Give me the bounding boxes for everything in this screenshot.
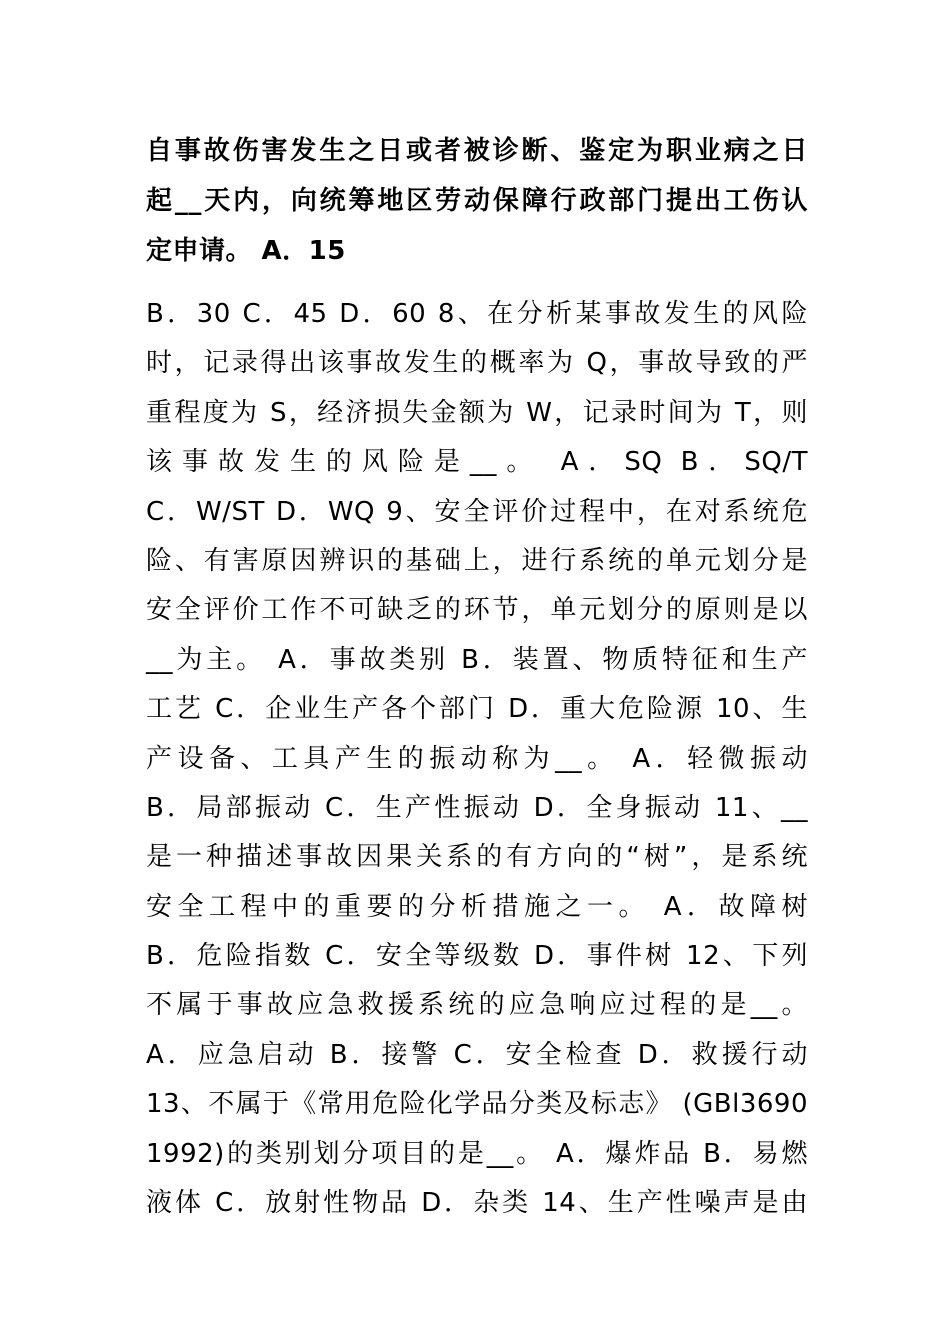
text-line-19: 液体 C．放射性物品 D．杂类 14、生产性噪声是由 (146, 1188, 808, 1219)
bold-text-line-2: 起__天内，向统筹地区劳动保障行政部门提出工伤认 (146, 186, 808, 216)
text-line-7: 安全评价工作不可缺乏的环节，单元划分的原则是以 (146, 595, 808, 626)
text-line-17: 13、不属于《常用危险化学品分类及标志》 (GBl3690 (146, 1089, 808, 1120)
text-line-8: __为主。 A．事故类别 B．装置、物质特征和生产 (146, 644, 808, 675)
text-line-15: 不属于事故应急救援系统的应急响应过程的是__。 (146, 990, 808, 1021)
text-line-4: 该事故发生的风险是__。 A．SQ B．SQ/T (146, 447, 808, 478)
text-line-12: 是一种描述事故因果关系的有方向的“树”，是系统 (146, 842, 808, 873)
text-line-18: 1992)的类别划分项目的是__。 A．爆炸品 B．易燃 (146, 1138, 808, 1169)
text-line-11: B．局部振动 C．生产性振动 D．全身振动 11、__ (146, 792, 808, 823)
text-line-13: 安全工程中的重要的分析措施之一。 A．故障树 (146, 891, 808, 922)
bold-text-line-3: 定申请。 A．15 (146, 236, 346, 266)
text-line-9: 工艺 C．企业生产各个部门 D．重大危险源 10、生 (146, 694, 808, 725)
text-line-6: 险、有害原因辨识的基础上，进行系统的单元划分是 (146, 545, 808, 576)
document-body (146, 126, 808, 1228)
text-line-1: B．30 C．45 D．60 8、在分析某事故发生的风险 (146, 299, 808, 329)
text-line-14: B．危险指数 C．安全等级数 D．事件树 12、下列 (146, 941, 808, 972)
text-line-3: 重程度为 S，经济损失金额为 W，记录时间为 T，则 (146, 397, 808, 428)
text-line-5: C．W/ST D．WQ 9、安全评价过程中，在对系统危 (146, 496, 808, 527)
text-line-16: A．应急启动 B．接警 C．安全检查 D．救援行动 (146, 1039, 808, 1070)
bold-text-line-1: 自事故伤害发生之日或者被诊断、鉴定为职业病之日 (146, 136, 808, 166)
text-line-2: 时，记录得出该事故发生的概率为 Q，事故导致的严 (146, 348, 808, 379)
paragraph-spacer (146, 276, 808, 290)
text-line-10: 产设备、工具产生的振动称为__。 A．轻微振动 (146, 743, 808, 774)
